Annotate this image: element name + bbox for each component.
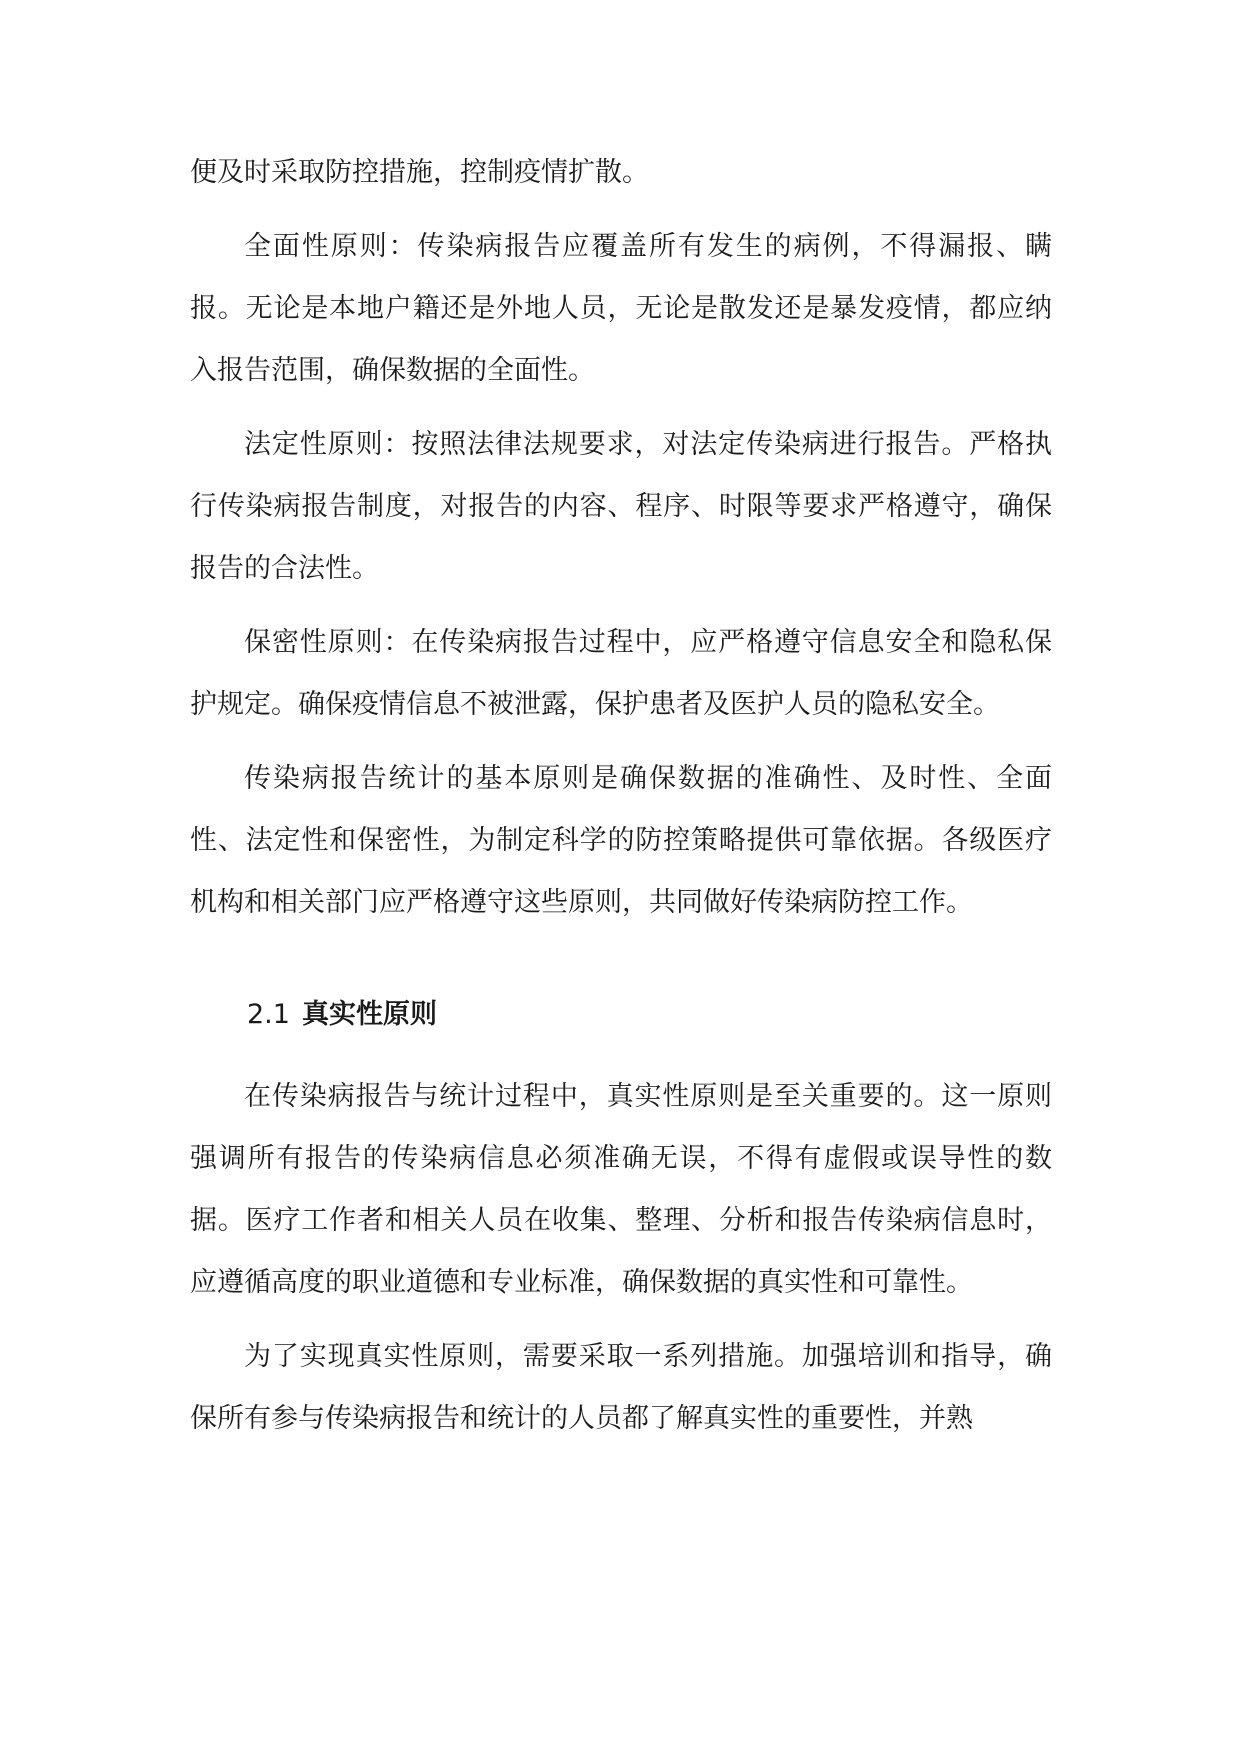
paragraph-continuation: 便及时采取防控措施，控制疫情扩散。 xyxy=(190,157,649,188)
document-body xyxy=(190,142,1052,1462)
paragraph-authenticity-measures: 为了实现真实性原则，需要采取一系列措施。加强培训和指导，确保所有参与传染病报告和统计的人员都了解真实性的重要性，并熟 xyxy=(190,1341,1052,1434)
paragraph-legality-principle: 法定性原则：按照法律法规要求，对法定传染病进行报告。严格执行传染病报告制度，对报告的内容、程序、时限等要求严格遵守，确保报告的合法性。 xyxy=(190,429,1052,584)
section-number: 2.1 xyxy=(247,999,290,1030)
paragraph-authenticity-intro: 在传染病报告与统计过程中，真实性原则是至关重要的。这一原则强调所有报告的传染病信息必须准确无误，不得有虚假或误导性的数据。医疗工作者和相关人员在收集、整理、分析和报告传染病信息时，应遵循高度的职业道德和专业标准，确保数据的真实性和可靠性。 xyxy=(190,1081,1052,1298)
paragraph-confidentiality-principle: 保密性原则：在传染病报告过程中，应严格遵守信息安全和隐私保护规定。确保疫情信息不被泄露，保护患者及医护人员的隐私安全。 xyxy=(190,627,1052,720)
section-title: 真实性原则 xyxy=(301,999,437,1030)
section-heading xyxy=(247,984,1052,1046)
paragraph-comprehensiveness-principle: 全面性原则：传染病报告应覆盖所有发生的病例，不得漏报、瞒报。无论是本地户籍还是外地人员，无论是散发还是暴发疫情，都应纳入报告范围，确保数据的全面性。 xyxy=(190,231,1052,386)
paragraph-summary: 传染病报告统计的基本原则是确保数据的准确性、及时性、全面性、法定性和保密性，为制定科学的防控策略提供可靠依据。各级医疗机构和相关部门应严格遵守这些原则，共同做好传染病防控工作。 xyxy=(190,763,1052,918)
